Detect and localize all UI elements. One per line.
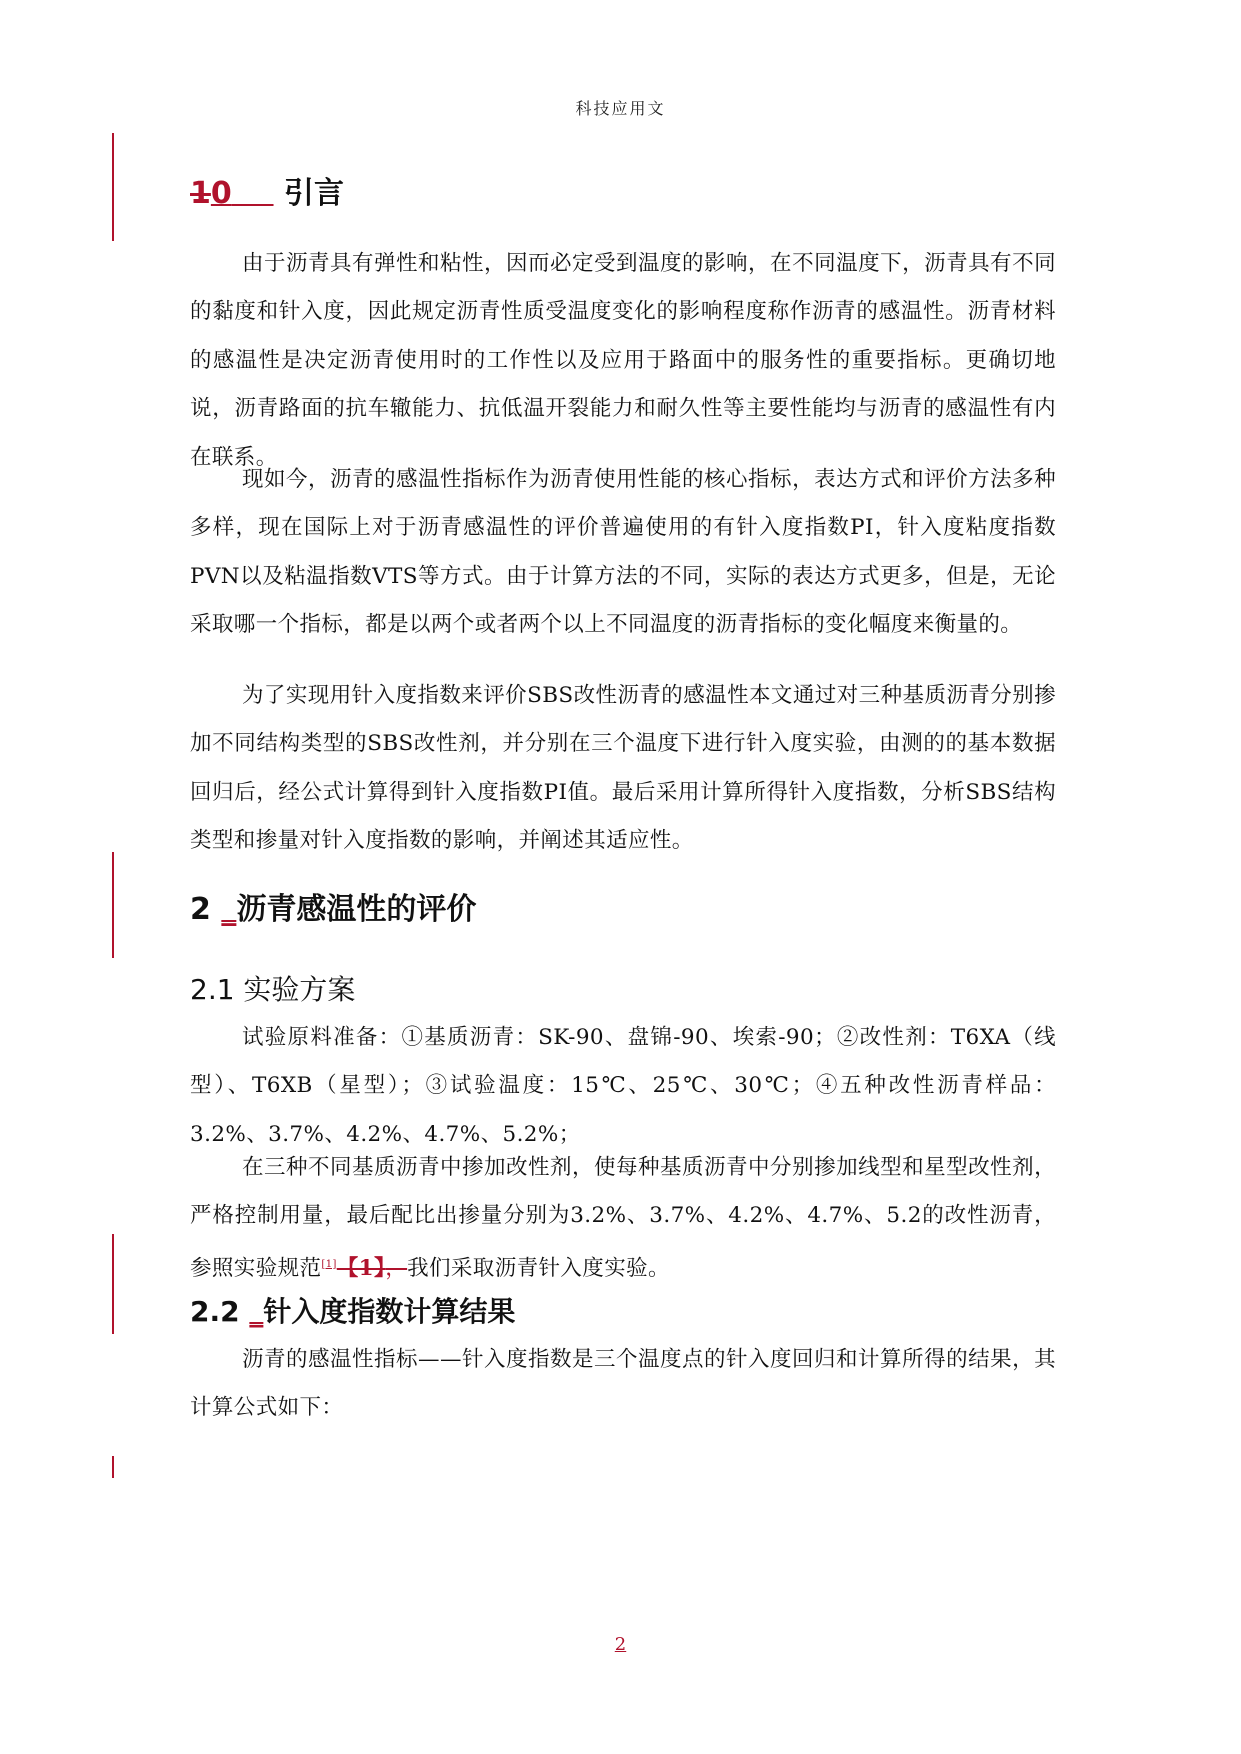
change-bar [112,1456,114,1478]
section-title: 沥青感温性的评价 [236,892,477,927]
subsection-heading-plan: 2.1 实验方案 [190,973,356,1006]
section-number: 2 [190,892,211,927]
inserted-mark: _ [221,892,237,927]
paragraph: 由于沥青具有弹性和粘性，因而必定受到温度的影响，在不同温度下，沥青具有不同的黏度和针入度，因此规定沥青性质受温度变化的影响程度称作沥青的感温性。沥青材料的感温性是决定沥青使用时的工作性以及应用于路面中的服务性的重要指标。更确切地说，沥青路面的抗车辙能力、抗低温开裂能力和耐久性等主要性能均与沥青的感温性有内在联系。 [190,251,1056,470]
citation-superscript[interactable]: [1] [321,1258,337,1270]
paragraph-with-reference: 在三种不同基质沥青中掺加改性剂，使每种基质沥青中分别掺加线型和星型改性剂，严格控制用量，最后配比出掺量分别为3.2%、3.7%、4.2%、4.7%、5.2的改性沥青，参照实验规范[1]【1】，我们采取沥青针入度实验。 [190,1155,1056,1281]
change-bar [112,1234,114,1334]
running-header: 科技应用文 [575,99,666,118]
subsection-heading-results [190,1290,515,1330]
paragraph: 沥青的感温性指标——针入度指数是三个温度点的针入度回归和计算所得的结果，其计算公式如下： [190,1347,1056,1421]
deleted-comma: ， [385,1255,408,1281]
paragraph: 试验原料准备：①基质沥青：SK-90、盘锦-90、埃索-90；②改性剂：T6XA（线型）、T6XB（星型）；③试验温度：15℃、25℃、30℃；④五种改性沥青样品：3.2%、3.7%、4.2%、4.7%、5.2%； [190,1025,1056,1147]
deleted-section-number: 1 [190,176,211,211]
deleted-citation: 【1】 [336,1255,386,1281]
section-title: 引言 [283,176,344,211]
change-bar [112,852,114,958]
paragraph: 现如今，沥青的感温性指标作为沥青使用性能的核心指标，表达方式和评价方法多种多样，现在国际上对于沥青感温性的评价普遍使用的有针入度指数PI，针入度粘度指数PVN以及粘温指数VTS等方式。由于计算方法的不同，实际的表达方式更多，但是，无论采取哪一个指标，都是以两个或者两个以上不同温度的沥青指标的变化幅度来衡量的。 [190,467,1056,638]
section-heading-intro [190,168,344,212]
change-bar [112,133,114,241]
paragraph: 为了实现用针入度指数来评价SBS改性沥青的感温性本文通过对三种基质沥青分别掺加不同结构类型的SBS改性剂，并分别在三个温度下进行针入度实验，由测的的基本数据回归后，经公式计算得到针入度指数PI值。最后采用计算所得针入度指数，分析SBS结构类型和掺量对针入度指数的影响，并阐述其适应性。 [190,683,1056,854]
subsection-number: 2.2 [190,1295,240,1328]
inserted-section-number: 0 [210,176,232,211]
section-heading-evaluation [190,884,476,928]
inserted-mark: _ [249,1295,264,1328]
page-number: 2 [614,1634,627,1655]
subsection-title: 针入度指数计算结果 [263,1295,516,1328]
